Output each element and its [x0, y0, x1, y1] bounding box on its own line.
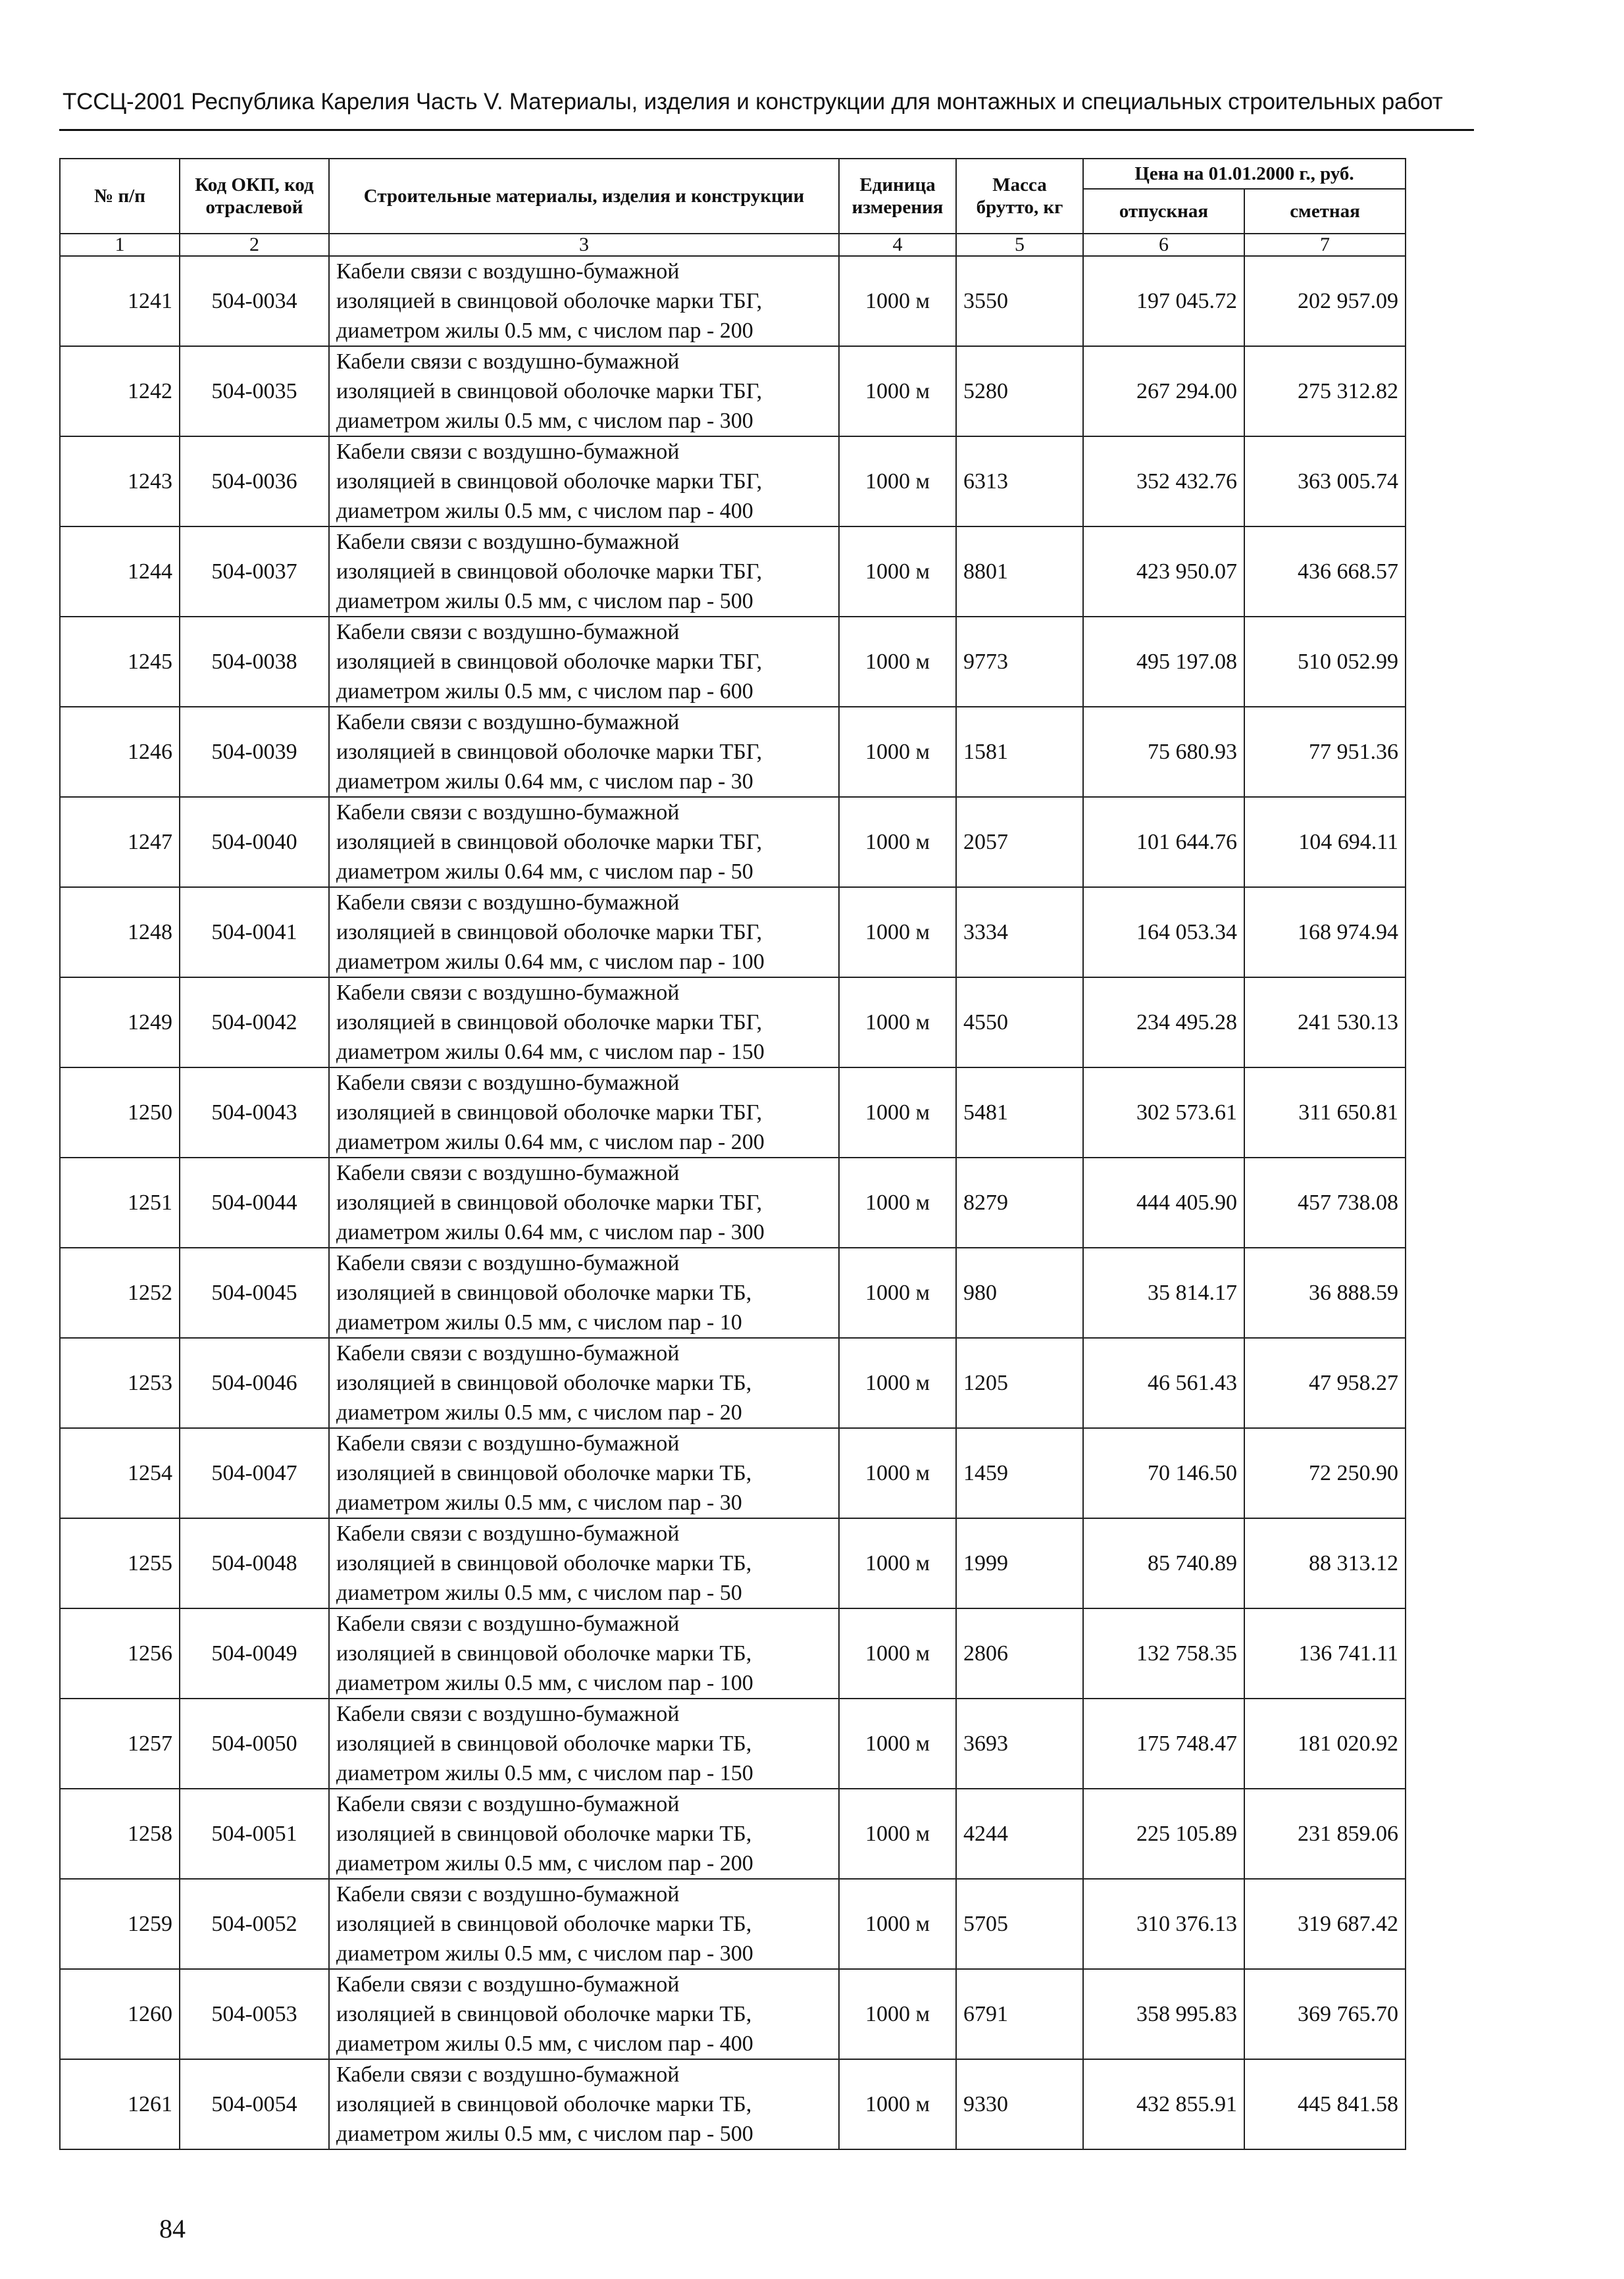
description-line: изоляцией в свинцовой оболочке марки ТБГ,: [336, 469, 763, 494]
row-description: [329, 797, 839, 887]
row-number: 1259: [60, 1879, 180, 1969]
row-unit: 1000 м: [839, 707, 956, 797]
row-price-estimate: 363 005.74: [1244, 436, 1406, 526]
row-price-release: 423 950.07: [1083, 526, 1244, 617]
row-number: 1251: [60, 1158, 180, 1248]
table-row: [60, 617, 1406, 707]
description-line: диаметром жилы 0.64 мм, с числом пар - 300: [336, 1220, 765, 1244]
description-line: Кабели связи с воздушно-бумажной: [336, 981, 680, 1005]
row-price-release: 75 680.93: [1083, 707, 1244, 797]
row-price-release: 432 855.91: [1083, 2059, 1244, 2149]
row-price-release: 46 561.43: [1083, 1338, 1244, 1428]
row-unit: 1000 м: [839, 1067, 956, 1158]
table-row: [60, 1067, 1406, 1158]
column-number: 7: [1244, 234, 1406, 256]
row-price-release: 358 995.83: [1083, 1969, 1244, 2059]
row-price-release: 310 376.13: [1083, 1879, 1244, 1969]
description-line: диаметром жилы 0.5 мм, с числом пар - 200: [336, 1851, 753, 1876]
row-mass: 4550: [956, 977, 1083, 1067]
row-mass: 9330: [956, 2059, 1083, 2149]
description-line: Кабели связи с воздушно-бумажной: [336, 1251, 680, 1275]
row-unit: 1000 м: [839, 1158, 956, 1248]
row-description: [329, 707, 839, 797]
table-row: [60, 1518, 1406, 1608]
description-line: диаметром жилы 0.5 мм, с числом пар - 30: [336, 1491, 742, 1515]
price-table: [59, 158, 1406, 2150]
row-code: 504-0049: [180, 1608, 329, 1699]
row-number: 1261: [60, 2059, 180, 2149]
description-line: Кабели связи с воздушно-бумажной: [336, 1522, 680, 1546]
row-code: 504-0037: [180, 526, 329, 617]
row-number: 1247: [60, 797, 180, 887]
description-line: Кабели связи с воздушно-бумажной: [336, 259, 680, 284]
row-price-release: 132 758.35: [1083, 1608, 1244, 1699]
description-line: диаметром жилы 0.5 мм, с числом пар - 600: [336, 679, 753, 704]
row-price-estimate: 72 250.90: [1244, 1428, 1406, 1518]
row-unit: 1000 м: [839, 346, 956, 436]
row-mass: 5705: [956, 1879, 1083, 1969]
row-price-estimate: 202 957.09: [1244, 256, 1406, 346]
row-price-estimate: 436 668.57: [1244, 526, 1406, 617]
row-price-estimate: 136 741.11: [1244, 1608, 1406, 1699]
row-price-release: 85 740.89: [1083, 1518, 1244, 1608]
row-mass: 2057: [956, 797, 1083, 887]
row-mass: 1999: [956, 1518, 1083, 1608]
table-row: [60, 887, 1406, 977]
description-line: изоляцией в свинцовой оболочке марки ТБ,: [336, 1371, 752, 1395]
description-line: Кабели связи с воздушно-бумажной: [336, 1972, 680, 1997]
description-line: Кабели связи с воздушно-бумажной: [336, 1702, 680, 1726]
row-number: 1248: [60, 887, 180, 977]
row-mass: 1459: [956, 1428, 1083, 1518]
description-line: Кабели связи с воздушно-бумажной: [336, 2062, 680, 2087]
row-price-release: 70 146.50: [1083, 1428, 1244, 1518]
description-line: диаметром жилы 0.64 мм, с числом пар - 150: [336, 1040, 765, 1064]
row-unit: 1000 м: [839, 1879, 956, 1969]
description-line: диаметром жилы 0.5 мм, с числом пар - 10: [336, 1310, 742, 1335]
table-row: [60, 797, 1406, 887]
description-line: Кабели связи с воздушно-бумажной: [336, 890, 680, 915]
row-code: 504-0053: [180, 1969, 329, 2059]
row-price-release: 101 644.76: [1083, 797, 1244, 887]
description-line: Кабели связи с воздушно-бумажной: [336, 620, 680, 644]
column-number: 3: [329, 234, 839, 256]
description-line: изоляцией в свинцовой оболочке марки ТБГ,: [336, 289, 763, 313]
row-description: [329, 2059, 839, 2149]
table-row: [60, 1248, 1406, 1338]
col-header-price-group: Цена на 01.01.2000 г., руб.: [1083, 159, 1406, 189]
row-description: [329, 1789, 839, 1879]
description-line: изоляцией в свинцовой оболочке марки ТБ,: [336, 1912, 752, 1936]
row-number: 1255: [60, 1518, 180, 1608]
row-mass: 1205: [956, 1338, 1083, 1428]
table-row: [60, 977, 1406, 1067]
row-price-release: 35 814.17: [1083, 1248, 1244, 1338]
row-description: [329, 1608, 839, 1699]
row-description: [329, 617, 839, 707]
column-number: 6: [1083, 234, 1244, 256]
description-line: диаметром жилы 0.5 мм, с числом пар - 20: [336, 1400, 742, 1425]
row-price-estimate: 311 650.81: [1244, 1067, 1406, 1158]
description-line: Кабели связи с воздушно-бумажной: [336, 1431, 680, 1456]
row-mass: 3693: [956, 1699, 1083, 1789]
row-code: 504-0035: [180, 346, 329, 436]
row-code: 504-0046: [180, 1338, 329, 1428]
description-line: диаметром жилы 0.64 мм, с числом пар - 50: [336, 859, 753, 884]
row-price-estimate: 457 738.08: [1244, 1158, 1406, 1248]
row-code: 504-0042: [180, 977, 329, 1067]
row-description: [329, 977, 839, 1067]
description-line: Кабели связи с воздушно-бумажной: [336, 1792, 680, 1816]
description-line: изоляцией в свинцовой оболочке марки ТБ,: [336, 2002, 752, 2026]
table-row: [60, 436, 1406, 526]
description-line: Кабели связи с воздушно-бумажной: [336, 1612, 680, 1636]
table-row: [60, 2059, 1406, 2149]
row-code: 504-0047: [180, 1428, 329, 1518]
row-price-estimate: 36 888.59: [1244, 1248, 1406, 1338]
row-code: 504-0040: [180, 797, 329, 887]
row-price-estimate: 369 765.70: [1244, 1969, 1406, 2059]
table-body: [60, 256, 1406, 2149]
table-row: [60, 1969, 1406, 2059]
table-row: [60, 526, 1406, 617]
row-number: 1252: [60, 1248, 180, 1338]
description-line: изоляцией в свинцовой оболочке марки ТБ,: [336, 2092, 752, 2116]
row-mass: 1581: [956, 707, 1083, 797]
row-unit: 1000 м: [839, 256, 956, 346]
table-row: [60, 1699, 1406, 1789]
row-mass: 9773: [956, 617, 1083, 707]
row-price-estimate: 510 052.99: [1244, 617, 1406, 707]
row-mass: 980: [956, 1248, 1083, 1338]
table-row: [60, 1428, 1406, 1518]
row-unit: 1000 м: [839, 1969, 956, 2059]
col-header-code: Код ОКП, код отраслевой: [180, 159, 329, 234]
row-code: 504-0039: [180, 707, 329, 797]
row-description: [329, 1067, 839, 1158]
description-line: изоляцией в свинцовой оболочке марки ТБГ,: [336, 1100, 763, 1125]
row-unit: 1000 м: [839, 1428, 956, 1518]
description-line: диаметром жилы 0.5 мм, с числом пар - 50: [336, 1581, 742, 1605]
row-number: 1249: [60, 977, 180, 1067]
row-mass: 4244: [956, 1789, 1083, 1879]
row-price-release: 444 405.90: [1083, 1158, 1244, 1248]
table-row: [60, 256, 1406, 346]
row-number: 1244: [60, 526, 180, 617]
description-line: Кабели связи с воздушно-бумажной: [336, 1341, 680, 1366]
description-line: диаметром жилы 0.5 мм, с числом пар - 500: [336, 2122, 753, 2146]
description-line: диаметром жилы 0.5 мм, с числом пар - 100: [336, 1671, 753, 1695]
description-line: Кабели связи с воздушно-бумажной: [336, 1071, 680, 1095]
description-line: диаметром жилы 0.5 мм, с числом пар - 300: [336, 409, 753, 433]
row-unit: 1000 м: [839, 1338, 956, 1428]
row-code: 504-0054: [180, 2059, 329, 2149]
description-line: изоляцией в свинцовой оболочке марки ТБ,: [336, 1461, 752, 1485]
row-mass: 5481: [956, 1067, 1083, 1158]
row-price-estimate: 181 020.92: [1244, 1699, 1406, 1789]
row-price-release: 225 105.89: [1083, 1789, 1244, 1879]
row-number: 1254: [60, 1428, 180, 1518]
row-code: 504-0044: [180, 1158, 329, 1248]
row-number: 1245: [60, 617, 180, 707]
row-price-estimate: 168 974.94: [1244, 887, 1406, 977]
col-header-desc: Строительные материалы, изделия и конструкции: [329, 159, 839, 234]
row-description: [329, 526, 839, 617]
column-number: 4: [839, 234, 956, 256]
table-row: [60, 346, 1406, 436]
description-line: Кабели связи с воздушно-бумажной: [336, 530, 680, 554]
description-line: диаметром жилы 0.5 мм, с числом пар - 150: [336, 1761, 753, 1785]
row-number: 1253: [60, 1338, 180, 1428]
row-number: 1258: [60, 1789, 180, 1879]
row-description: [329, 346, 839, 436]
row-number: 1260: [60, 1969, 180, 2059]
row-unit: 1000 м: [839, 436, 956, 526]
row-unit: 1000 м: [839, 1518, 956, 1608]
table-row: [60, 1879, 1406, 1969]
row-price-release: 197 045.72: [1083, 256, 1244, 346]
row-description: [329, 1518, 839, 1608]
table-row: [60, 1158, 1406, 1248]
column-number-row: [60, 234, 1406, 256]
row-description: [329, 1428, 839, 1518]
row-code: 504-0043: [180, 1067, 329, 1158]
table-row: [60, 1789, 1406, 1879]
row-price-estimate: 275 312.82: [1244, 346, 1406, 436]
row-mass: 3550: [956, 256, 1083, 346]
column-number: 5: [956, 234, 1083, 256]
row-mass: 3334: [956, 887, 1083, 977]
row-code: 504-0052: [180, 1879, 329, 1969]
description-line: изоляцией в свинцовой оболочке марки ТБГ,: [336, 1191, 763, 1215]
row-unit: 1000 м: [839, 1789, 956, 1879]
row-mass: 8279: [956, 1158, 1083, 1248]
row-description: [329, 1969, 839, 2059]
table-row: [60, 707, 1406, 797]
description-line: Кабели связи с воздушно-бумажной: [336, 710, 680, 734]
description-line: Кабели связи с воздушно-бумажной: [336, 440, 680, 464]
row-price-release: 175 748.47: [1083, 1699, 1244, 1789]
row-unit: 1000 м: [839, 1608, 956, 1699]
row-number: 1243: [60, 436, 180, 526]
row-code: 504-0050: [180, 1699, 329, 1789]
row-price-estimate: 319 687.42: [1244, 1879, 1406, 1969]
column-number: 1: [60, 234, 180, 256]
row-code: 504-0036: [180, 436, 329, 526]
row-number: 1241: [60, 256, 180, 346]
row-price-estimate: 445 841.58: [1244, 2059, 1406, 2149]
col-header-price-estimate: сметная: [1244, 189, 1406, 234]
col-header-unit: Единица измерения: [839, 159, 956, 234]
row-mass: 8801: [956, 526, 1083, 617]
description-line: диаметром жилы 0.5 мм, с числом пар - 300: [336, 1941, 753, 1966]
row-price-release: 495 197.08: [1083, 617, 1244, 707]
row-unit: 1000 м: [839, 887, 956, 977]
description-line: диаметром жилы 0.5 мм, с числом пар - 500: [336, 589, 753, 613]
row-price-release: 302 573.61: [1083, 1067, 1244, 1158]
row-unit: 1000 м: [839, 526, 956, 617]
row-mass: 5280: [956, 346, 1083, 436]
row-unit: 1000 м: [839, 1699, 956, 1789]
row-price-estimate: 241 530.13: [1244, 977, 1406, 1067]
description-line: Кабели связи с воздушно-бумажной: [336, 800, 680, 825]
row-price-estimate: 104 694.11: [1244, 797, 1406, 887]
row-description: [329, 1879, 839, 1969]
col-header-mass: Масса брутто, кг: [956, 159, 1083, 234]
row-price-estimate: 47 958.27: [1244, 1338, 1406, 1428]
row-code: 504-0041: [180, 887, 329, 977]
description-line: изоляцией в свинцовой оболочке марки ТБГ,: [336, 740, 763, 764]
description-line: изоляцией в свинцовой оболочке марки ТБ,: [336, 1822, 752, 1846]
page-header-title: ТССЦ-2001 Республика Карелия Часть V. Материалы, изделия и конструкции для монтажных и специальных строительных работ: [63, 89, 1443, 115]
description-line: изоляцией в свинцовой оболочке марки ТБГ,: [336, 920, 763, 944]
row-mass: 2806: [956, 1608, 1083, 1699]
row-description: [329, 256, 839, 346]
col-header-price-release: отпускная: [1083, 189, 1244, 234]
row-price-release: 267 294.00: [1083, 346, 1244, 436]
row-code: 504-0051: [180, 1789, 329, 1879]
col-header-num: № п/п: [60, 159, 180, 234]
row-description: [329, 1338, 839, 1428]
description-line: изоляцией в свинцовой оболочке марки ТБГ,: [336, 559, 763, 584]
row-price-release: 234 495.28: [1083, 977, 1244, 1067]
row-mass: 6313: [956, 436, 1083, 526]
row-price-estimate: 88 313.12: [1244, 1518, 1406, 1608]
row-number: 1250: [60, 1067, 180, 1158]
row-code: 504-0048: [180, 1518, 329, 1608]
row-price-release: 352 432.76: [1083, 436, 1244, 526]
row-code: 504-0038: [180, 617, 329, 707]
description-line: диаметром жилы 0.64 мм, с числом пар - 30: [336, 769, 753, 794]
description-line: диаметром жилы 0.5 мм, с числом пар - 400: [336, 2032, 753, 2056]
row-number: 1246: [60, 707, 180, 797]
row-unit: 1000 м: [839, 2059, 956, 2149]
description-line: изоляцией в свинцовой оболочке марки ТБ,: [336, 1641, 752, 1666]
row-price-estimate: 231 859.06: [1244, 1789, 1406, 1879]
description-line: Кабели связи с воздушно-бумажной: [336, 349, 680, 374]
description-line: изоляцией в свинцовой оболочке марки ТБГ,: [336, 830, 763, 854]
row-mass: 6791: [956, 1969, 1083, 2059]
row-number: 1256: [60, 1608, 180, 1699]
description-line: диаметром жилы 0.64 мм, с числом пар - 200: [336, 1130, 765, 1154]
column-number: 2: [180, 234, 329, 256]
row-unit: 1000 м: [839, 797, 956, 887]
row-description: [329, 887, 839, 977]
row-description: [329, 436, 839, 526]
description-line: диаметром жилы 0.64 мм, с числом пар - 100: [336, 950, 765, 974]
description-line: изоляцией в свинцовой оболочке марки ТБ,: [336, 1281, 752, 1305]
description-line: изоляцией в свинцовой оболочке марки ТБ,: [336, 1551, 752, 1575]
row-code: 504-0034: [180, 256, 329, 346]
description-line: диаметром жилы 0.5 мм, с числом пар - 400: [336, 499, 753, 523]
row-description: [329, 1248, 839, 1338]
header-rule: [59, 129, 1474, 131]
description-line: Кабели связи с воздушно-бумажной: [336, 1882, 680, 1907]
page-number: 84: [159, 2214, 186, 2243]
row-price-estimate: 77 951.36: [1244, 707, 1406, 797]
row-number: 1242: [60, 346, 180, 436]
table-row: [60, 1338, 1406, 1428]
row-unit: 1000 м: [839, 977, 956, 1067]
table-header-row: [60, 159, 1406, 189]
table-row: [60, 1608, 1406, 1699]
description-line: Кабели связи с воздушно-бумажной: [336, 1161, 680, 1185]
description-line: изоляцией в свинцовой оболочке марки ТБГ,: [336, 379, 763, 403]
row-description: [329, 1158, 839, 1248]
row-unit: 1000 м: [839, 617, 956, 707]
description-line: изоляцией в свинцовой оболочке марки ТБГ,: [336, 650, 763, 674]
description-line: диаметром жилы 0.5 мм, с числом пар - 200: [336, 319, 753, 343]
row-code: 504-0045: [180, 1248, 329, 1338]
description-line: изоляцией в свинцовой оболочке марки ТБ,: [336, 1731, 752, 1756]
description-line: изоляцией в свинцовой оболочке марки ТБГ,: [336, 1010, 763, 1035]
row-price-release: 164 053.34: [1083, 887, 1244, 977]
row-number: 1257: [60, 1699, 180, 1789]
row-unit: 1000 м: [839, 1248, 956, 1338]
row-description: [329, 1699, 839, 1789]
